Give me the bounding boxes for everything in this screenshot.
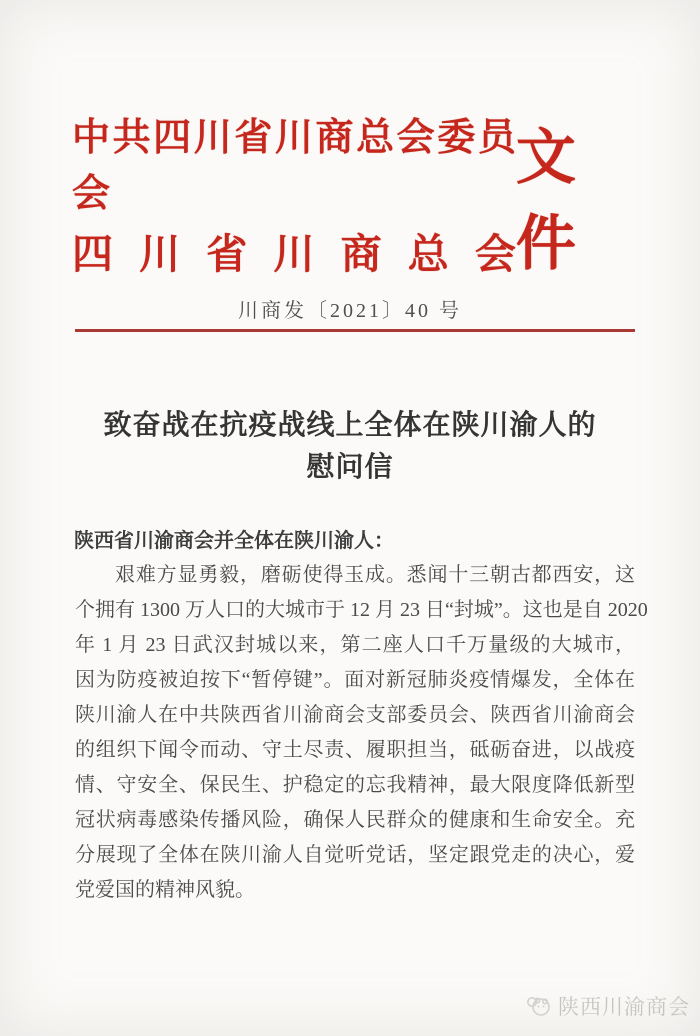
body-paragraph [75,558,648,908]
document-title-line-2: 慰问信 [306,451,394,482]
body-line: 情、守安全、保民生、护稳定的忘我精神，最大限度降低新型 [75,774,635,796]
body-line: 艰难方显勇毅，磨砺使得玉成。悉闻十三朝古都西安，这 [115,564,635,586]
red-letterhead [72,110,635,282]
body-line: 冠状病毒感染传播风险，确保人民群众的健康和生命安全。充 [75,809,635,831]
body-line: 因为防疫被迫按下“暂停键”。面对新冠肺炎疫情爆发，全体在 [75,669,635,691]
document-title [50,404,650,488]
body-line: 年 1 月 23 日武汉封城以来，第二座人口千万量级的大城市， [75,634,635,656]
document-title-line-1: 致奋战在抗疫战线上全体在陕川渝人的 [103,409,597,440]
watermark-text: 陕西川渝商会 [558,995,690,1019]
issuer-line-2: 四川省川商总会 [72,231,516,277]
issuer-name-block [72,110,516,282]
salutation: 陕西省川渝商会并全体在陕川渝人： [74,530,394,552]
body-line: 陕川渝人在中共陕西省川渝商会支部委员会、陕西省川渝商会 [75,704,635,726]
body-line: 分展现了全体在陕川渝人自觉听党话，坚定跟党走的决心，爱 [75,844,635,866]
watermark [525,991,690,1021]
body-line: 个拥有 1300 万人口的大城市于 12 月 23 日“封城”。这也是自 2020 [75,599,648,621]
body-line: 党爱国的精神风貌。 [75,879,255,901]
red-divider-line [75,329,635,332]
document-number: 川商发〔2021〕40 号 [238,300,462,322]
body-line: 的组织下闻令而动、守土尽责、履职担当，砥砺奋进，以战疫 [75,739,635,761]
issuer-line-1: 中共四川省川商总会委员会 [72,117,516,215]
chamber-logo-icon [525,994,553,1018]
document-type-label: 文件 [515,125,578,277]
